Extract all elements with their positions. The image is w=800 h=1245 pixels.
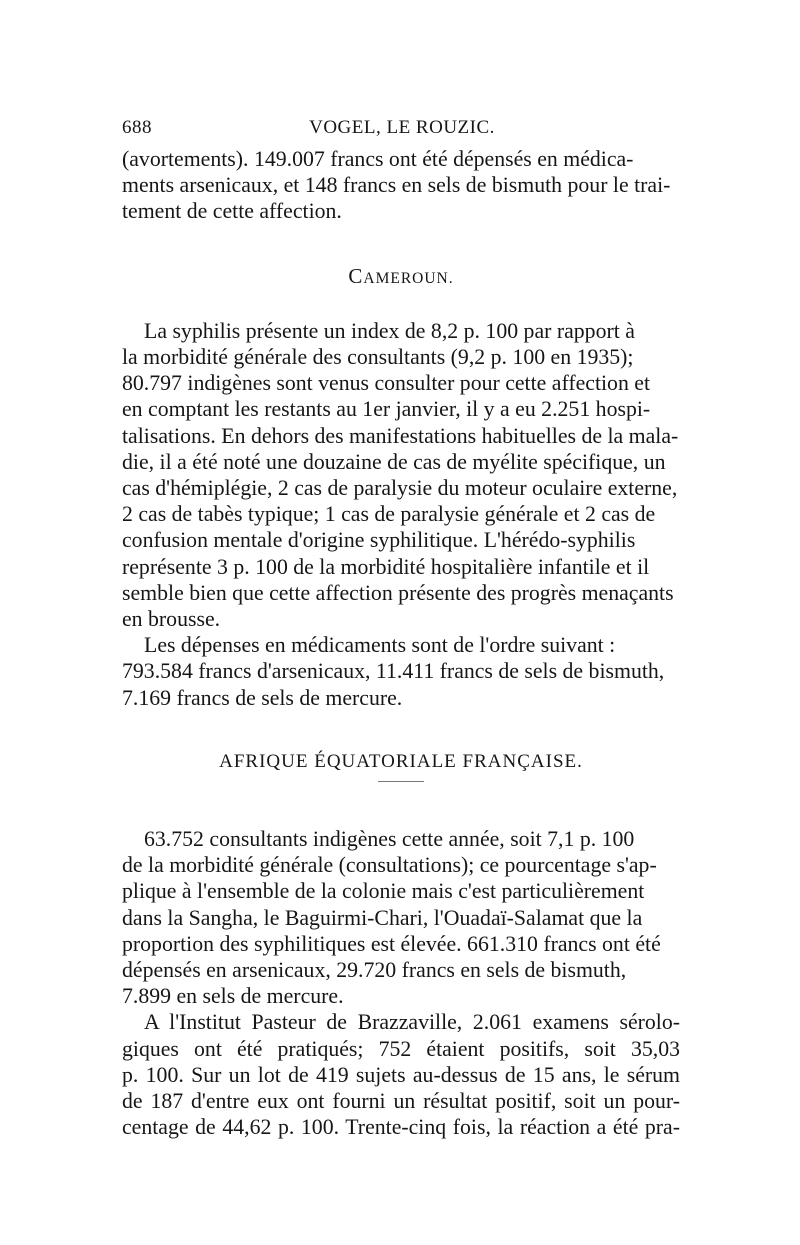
section-title-cameroun bbox=[122, 263, 680, 292]
text-line: (avortements). 149.007 francs ont été dépensés en médica- bbox=[122, 147, 634, 171]
text-line: 7.899 en sels de mercure. bbox=[122, 984, 344, 1009]
page-number: 688 bbox=[122, 117, 152, 138]
section-spacer bbox=[122, 782, 680, 826]
text-line: p. 100. Sur un lot de 419 sujets au-dessus de 15 ans, le sérum bbox=[122, 1062, 680, 1087]
text-line: en comptant les restants au 1er janvier, il y a eu 2.251 hospi- bbox=[122, 397, 651, 422]
section-title-aef: AFRIQUE ÉQUATORIALE FRANÇAISE. bbox=[219, 750, 583, 772]
text-line: représente 3 p. 100 de la morbidité hospitalière infantile et il bbox=[122, 554, 650, 579]
text-line: cas d'hémiplégie, 2 cas de paralysie du moteur oculaire externe, bbox=[122, 476, 678, 501]
text-line: 7.169 francs de sels de mercure. bbox=[122, 685, 403, 710]
text-line: plique à l'ensemble de la colonie mais c'est particulièrement bbox=[122, 879, 645, 904]
text-line: de la morbidité générale (consultations); ce pourcentage s'ap- bbox=[122, 853, 657, 878]
text-line: La syphilis présente un index de 8,2 p. 100 par rapport à bbox=[144, 318, 635, 343]
aef-paragraph-1 bbox=[122, 826, 680, 1009]
text-line: A l'Institut Pasteur de Brazzaville, 2.061 examens sérolo- bbox=[144, 1010, 680, 1035]
text-line: de 187 d'entre eux ont fourni un résultat positif, soit un pour- bbox=[122, 1089, 680, 1114]
text-line: dans la Sangha, le Baguirmi-Chari, l'Ouadaï-Salamat que la bbox=[122, 905, 643, 930]
text-line: 63.752 consultants indigènes cette année, soit 7,1 p. 100 bbox=[144, 827, 635, 852]
text-line: 80.797 indigènes sont venus consulter pour cette affection et bbox=[122, 371, 651, 396]
text-line: ments arsenicaux, et 148 francs en sels de bismuth pour le trai- bbox=[122, 173, 671, 198]
text-line: confusion mentale d'origine syphilitique. L'hérédo-syphilis bbox=[122, 528, 636, 553]
intro-paragraph bbox=[122, 146, 680, 225]
cameroun-paragraph-1 bbox=[122, 318, 680, 632]
text-line: 2 cas de tabès typique; 1 cas de paralysie générale et 2 cas de bbox=[122, 502, 656, 527]
page-body bbox=[122, 146, 680, 1141]
text-line: talisations. En dehors des manifestations habituelles de la mala- bbox=[122, 423, 679, 448]
cameroun-paragraph-2 bbox=[122, 632, 680, 711]
text-line: tement de cette affection. bbox=[122, 199, 342, 224]
text-line: Les dépenses en médicaments sont de l'ordre suivant : bbox=[144, 633, 616, 658]
section-title-rest: AMEROUN. bbox=[363, 269, 454, 287]
text-line: la morbidité générale des consultants (9,2 p. 100 en 1935); bbox=[122, 345, 634, 370]
section-title-initial: C bbox=[348, 263, 364, 288]
text-line: en brousse. bbox=[122, 607, 221, 632]
text-line: centage de 44,62 p. 100. Trente-cinq fois, la réaction a été pra- bbox=[122, 1115, 680, 1140]
text-line: dépensés en arsenicaux, 29.720 francs en sels de bismuth, bbox=[122, 958, 627, 983]
text-line: giques ont été pratiqués; 752 étaient positifs, soit 35,03 bbox=[122, 1036, 680, 1061]
page-header bbox=[122, 117, 682, 143]
running-head: VOGEL, LE ROUZIC. bbox=[309, 117, 495, 138]
text-line: die, il a été noté une douzaine de cas de myélite spécifique, un bbox=[122, 449, 666, 474]
aef-paragraph-2 bbox=[122, 1009, 680, 1140]
text-line: semble bien que cette affection présente des progrès menaçants bbox=[122, 580, 674, 605]
text-line: 793.584 francs d'arsenicaux, 11.411 francs de sels de bismuth, bbox=[122, 659, 665, 684]
text-line: proportion des syphilitiques est élevée. 661.310 francs ont été bbox=[122, 931, 661, 956]
